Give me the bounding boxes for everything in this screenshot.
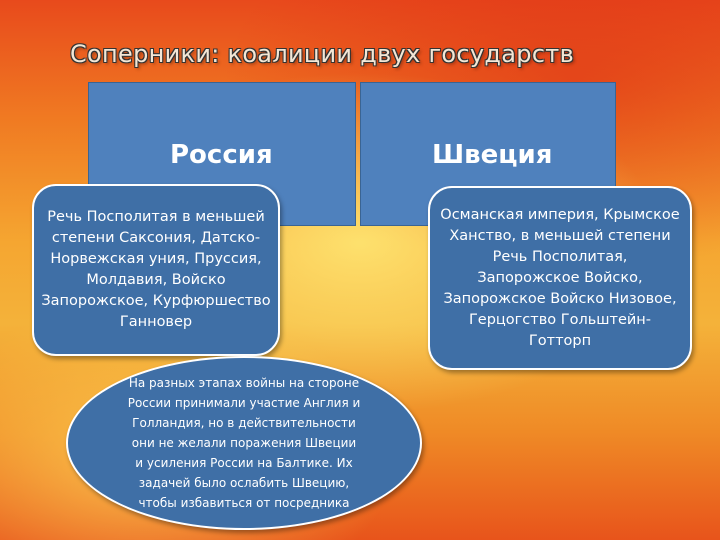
note-ellipse <box>66 356 422 530</box>
russia-allies-box <box>32 184 280 356</box>
sweden-allies-text: Османская империя, Крымское Ханство, в меньшей степени Речь Посполитая, Запорожское Войско, Запорожское Войско Низовое, Герцогство Гольштейн-Готторп <box>440 206 680 349</box>
sweden-heading: Швеция <box>432 140 553 170</box>
russia-heading: Россия <box>170 140 273 170</box>
russia-allies-text: Речь Посполитая в меньшей степени Саксония, Датско-Норвежская уния, Пруссия, Молдавия, Войско Запорожское, Курфюршество Ганновер <box>41 209 271 330</box>
slide-title: Соперники: коалиции двух государств <box>70 40 575 68</box>
note-text: На разных этапах войны на стороне России принимали участие Англия и Голландия, но в действительности они не желали поражения Швеции и усиления России на Балтике. Их задачей было ослабить Швецию, чтобы избавиться от посредника <box>127 376 361 510</box>
sweden-allies-box <box>428 186 692 370</box>
